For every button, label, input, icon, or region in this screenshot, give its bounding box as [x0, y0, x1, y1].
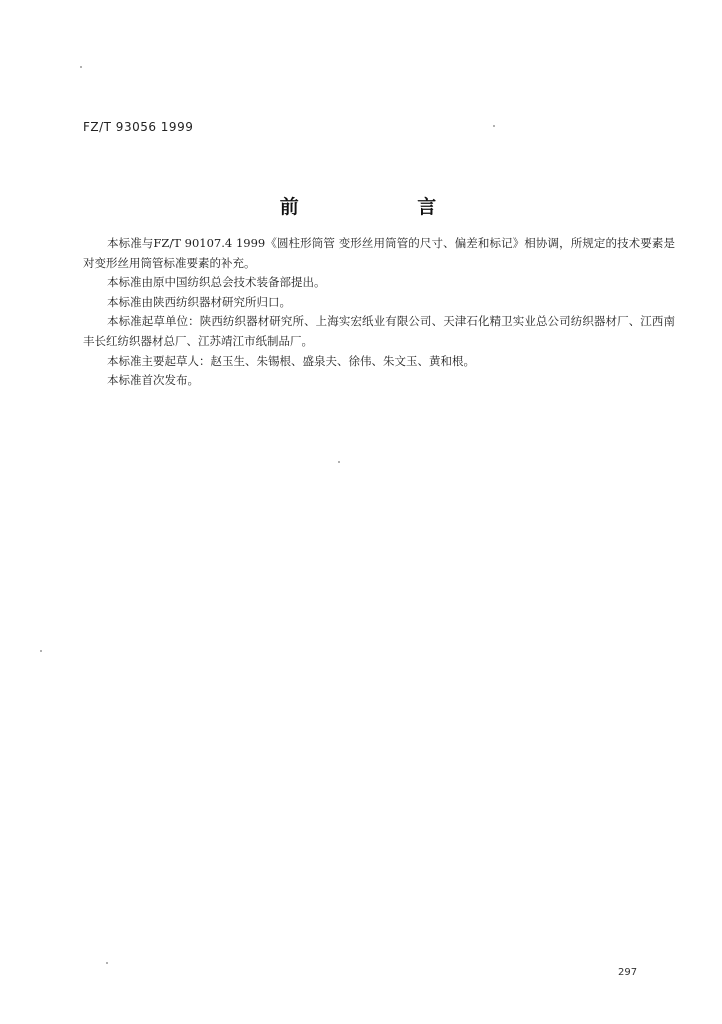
section-title: 前 言	[279, 196, 493, 218]
paragraph-proposed-by: 本标准由原中国纺织总会技术装备部提出。	[107, 275, 326, 290]
paragraph-drafting-units: 本标准起草单位：陕西纺织器材研究所、上海实宏纸业有限公司、天津石化精卫实业总公司纺织器材厂、江西南丰长红纺织器材总厂、江苏靖江市纸制品厂。	[83, 314, 675, 348]
body-text	[83, 234, 675, 391]
scan-speck	[106, 962, 108, 964]
paragraph-first-release: 本标准首次发布。	[107, 373, 199, 388]
paragraph-coordination: 本标准与FZ/T 90107.4 1999《圆柱形筒管 变形丝用筒管的尺寸、偏差和标记》相协调，所规定的技术要素是对变形丝用筒管标准要素的补充。	[83, 236, 675, 270]
standard-code: FZ/T 93056 1999	[83, 120, 194, 134]
page-number: 297	[618, 967, 638, 978]
scan-speck	[40, 650, 42, 652]
scan-speck	[493, 125, 495, 127]
scan-speck	[338, 461, 340, 463]
paragraph-drafters: 本标准主要起草人：赵玉生、朱锡根、盛泉夫、徐伟、朱文玉、黄和根。	[107, 353, 475, 368]
scan-speck	[80, 66, 82, 68]
paragraph-centralized-by: 本标准由陕西纺织器材研究所归口。	[107, 294, 291, 309]
